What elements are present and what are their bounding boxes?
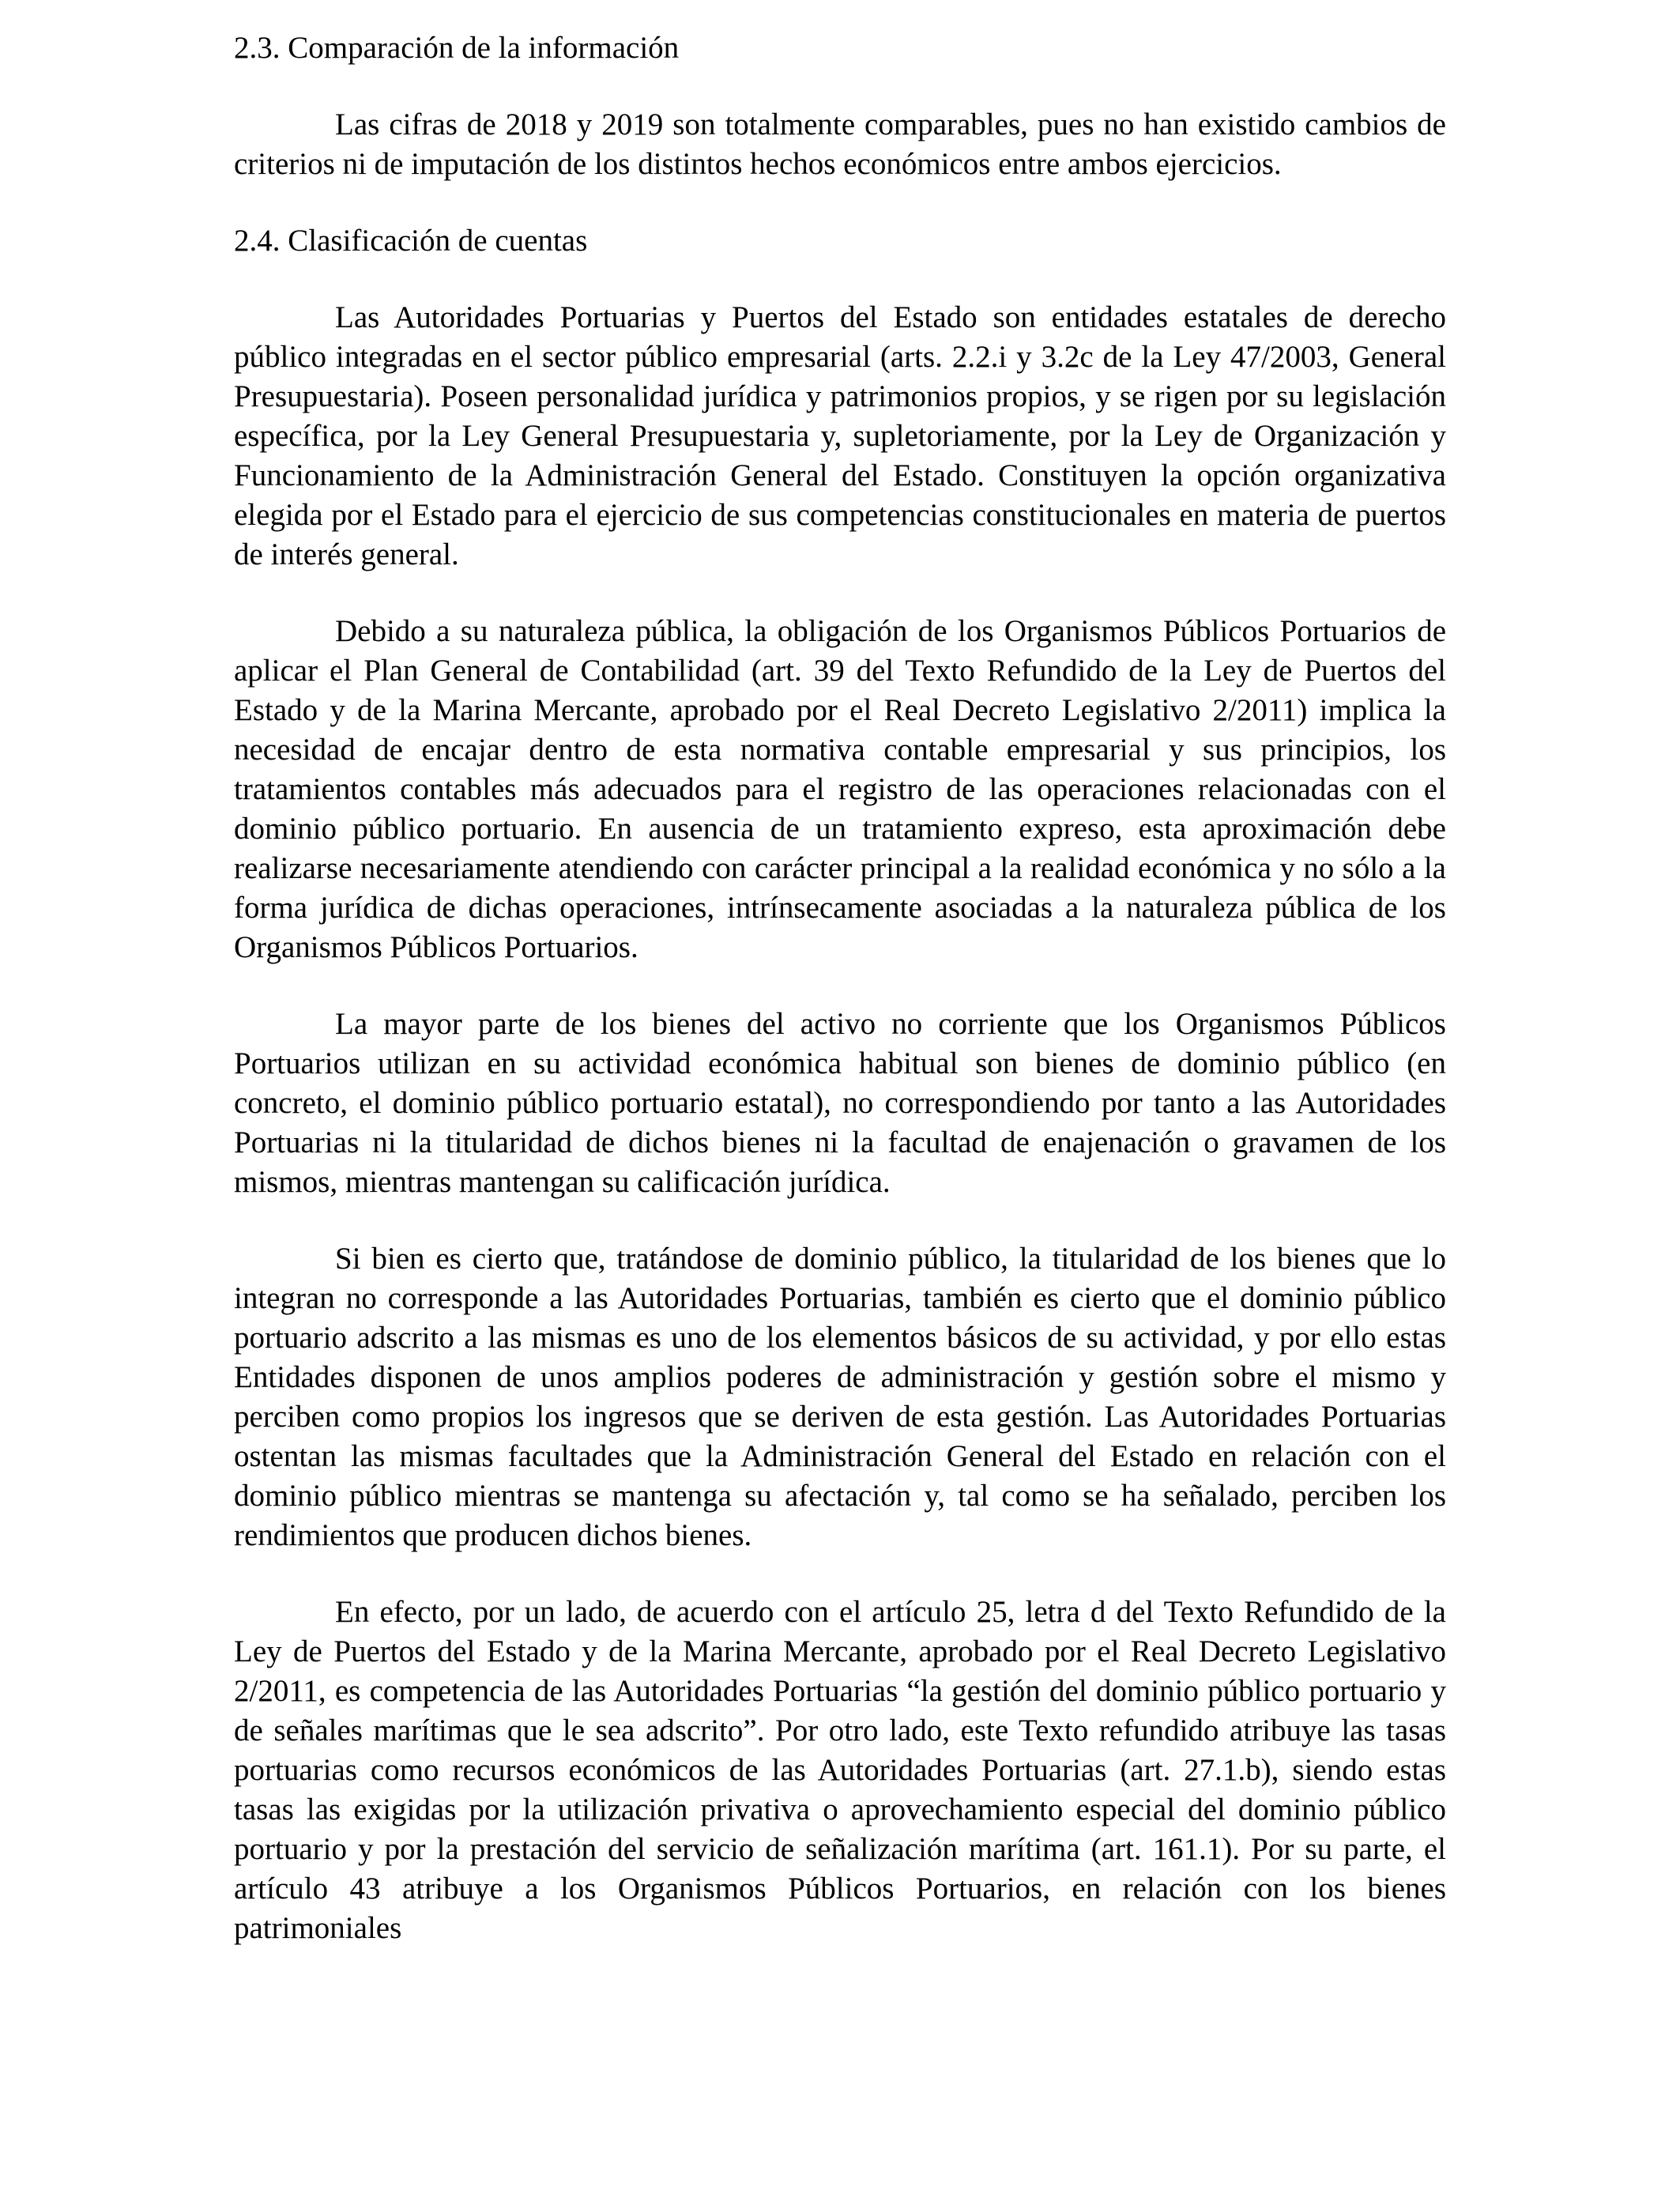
paragraph-dominio-publico: Si bien es cierto que, tratándose de dominio público, la titularidad de los bienes que lo integran no corresponde a las Autoridades Portuarias, también es cierto que el dominio público portuario adscrito a las mismas es uno de los elementos básicos de su actividad, y por ello estas Entidades disponen de unos amplios poderes de administración y gestión sobre el mismo y perciben como propios los ingresos que se deriven de esta gestión. Las Autoridades Portuarias ostentan las mismas facultades que la Administración General del Estado en relación con el dominio público mientras se mantenga su afectación y, tal como se ha señalado, perciben los rendimientos que producen dichos bienes. <box>234 1242 1446 1552</box>
paragraph-en-efecto: En efecto, por un lado, de acuerdo con el artículo 25, letra d del Texto Refundido de la Ley de Puertos del Estado y de la Marina Mercante, aprobado por el Real Decreto Legislativo 2/2011, es competencia de las Autoridades Portuarias “la gestión del dominio público portuario y de señales marítimas que le sea adscrito”. Por otro lado, este Texto refundido atribuye las tasas portuarias como recursos económicos de las Autoridades Portuarias (art. 27.1.b), siendo estas tasas las exigidas por la utilización privativa o aprovechamiento especial del dominio público portuario y por la prestación del servicio de señalización marítima (art. 161.1). Por su parte, el artículo 43 atribuye a los Organismos Públicos Portuarios, en relación con los bienes patrimoniales <box>234 1595 1446 1945</box>
paragraph-autoridades-portuarias: Las Autoridades Portuarias y Puertos del Estado son entidades estatales de derecho público integradas en el sector público empresarial (arts. 2.2.i y 3.2c de la Ley 47/2003, General Presupuestaria). Poseen personalidad jurídica y patrimonios propios, y se rigen por su legislación específica, por la Ley General Presupuestaria y, supletoriamente, por la Ley de Organización y Funcionamiento de la Administración General del Estado. Constituyen la opción organizativa elegida por el Estado para el ejercicio de sus competencias constitucionales en materia de puertos de interés general. <box>234 300 1446 571</box>
paragraph-comparacion: Las cifras de 2018 y 2019 son totalmente comparables, pues no han existido cambios de criterios ni de imputación de los distintos hechos económicos entre ambos ejercicios. <box>234 107 1446 181</box>
paragraph-naturaleza-publica: Debido a su naturaleza pública, la obligación de los Organismos Públicos Portuarios de aplicar el Plan General de Contabilidad (art. 39 del Texto Refundido de la Ley de Puertos del Estado y de la Marina Mercante, aprobado por el Real Decreto Legislativo 2/2011) implica la necesidad de encajar dentro de esta normativa contable empresarial y sus principios, los tratamientos contables más adecuados para el registro de las operaciones relacionadas con el dominio público portuario. En ausencia de un tratamiento expreso, esta aproximación debe realizarse necesariamente atendiendo con carácter principal a la realidad económica y no sólo a la forma jurídica de dichas operaciones, intrínsecamente asociadas a la naturaleza pública de los Organismos Públicos Portuarios. <box>234 614 1446 964</box>
section-heading-2-3: 2.3. Comparación de la información <box>234 31 680 65</box>
document-page <box>234 28 1446 1948</box>
section-heading-2-4: 2.4. Clasificación de cuentas <box>234 224 588 258</box>
paragraph-activo-no-corriente: La mayor parte de los bienes del activo no corriente que los Organismos Públicos Portuarios utilizan en su actividad económica habitual son bienes de dominio público (en concreto, el dominio público portuario estatal), no correspondiendo por tanto a las Autoridades Portuarias ni la titularidad de dichos bienes ni la facultad de enajenación o gravamen de los mismos, mientras mantengan su calificación jurídica. <box>234 1007 1446 1199</box>
